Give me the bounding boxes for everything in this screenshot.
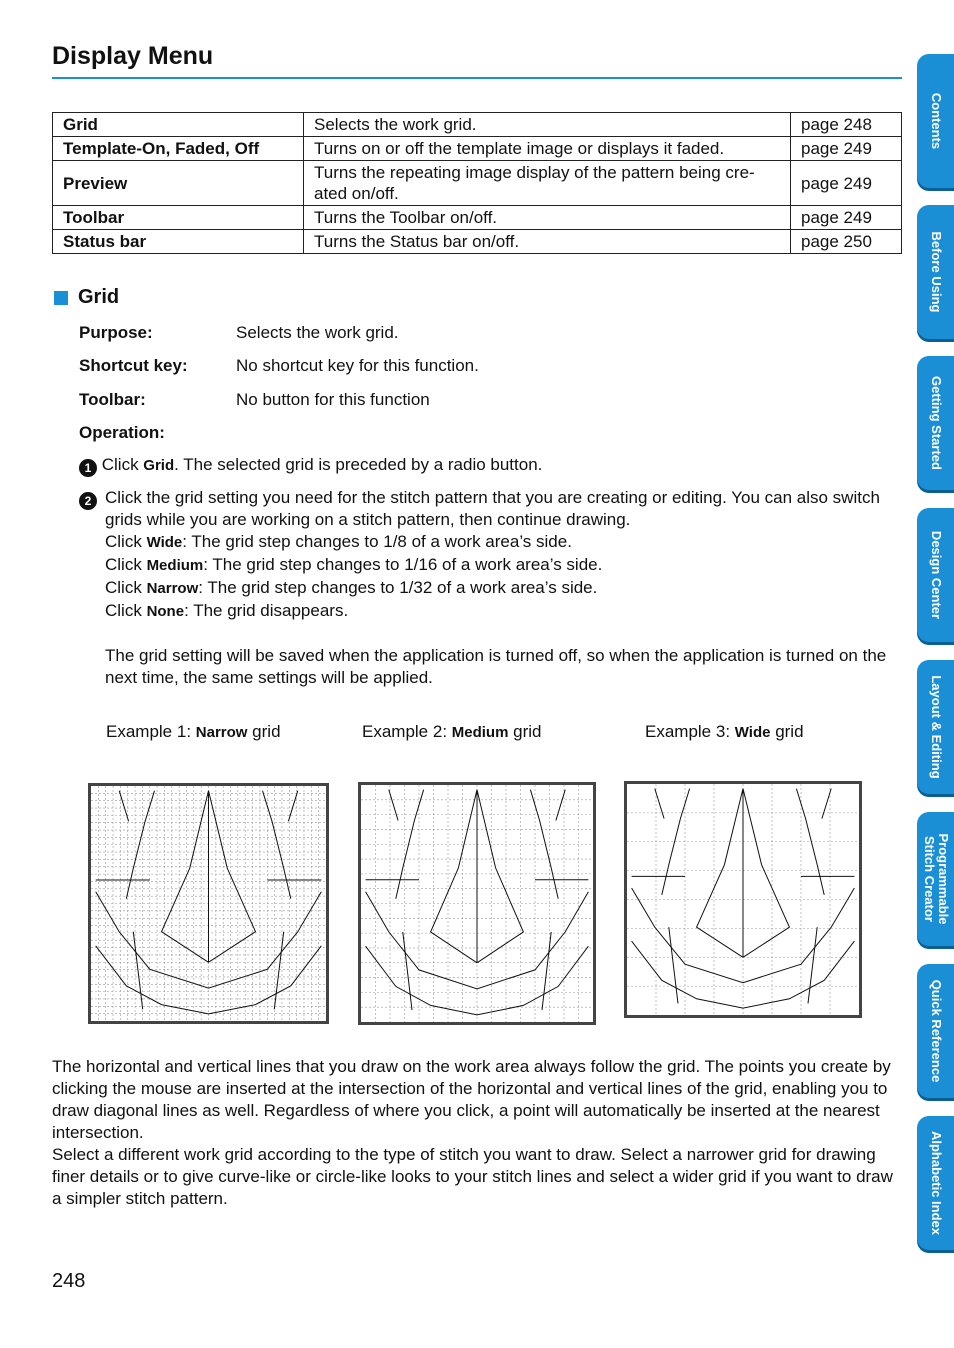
menu-item-desc: Selects the work grid.: [304, 113, 791, 137]
option-wide: [105, 531, 900, 554]
stitch-line: [822, 789, 831, 819]
step-text: . The selected grid is preceded by a radio button.: [174, 455, 543, 474]
bottom-paragraph-1: The horizontal and vertical lines that you draw on the work area always follow the grid. The points you create by clicking the mouse are inserted at the intersection of the horizontal and vertical lines of the grid, enabling you to draw diagonal lines as well. Regardless of where you click, a point will automatically be inserted at the nearest intersection.: [52, 1057, 891, 1142]
tab-label: Contents: [928, 92, 944, 150]
menu-item-name: Template-On, Faded, Off: [53, 137, 304, 161]
purpose-label: Purpose:: [79, 323, 153, 342]
stitch-line: [743, 789, 789, 958]
tab-label: Getting Started: [928, 376, 944, 470]
table-row: [53, 161, 902, 206]
menu-item-desc: Turns the Status bar on/off.: [304, 230, 791, 254]
operation-label: Operation:: [79, 423, 165, 442]
option-text: : The grid step changes to 1/32 of a work area’s side.: [198, 578, 598, 597]
example-2-caption: [362, 721, 542, 744]
page-number: 248: [52, 1270, 86, 1292]
toolbar-label: Toolbar:: [79, 390, 146, 409]
title-rule: [52, 77, 902, 79]
step-text: Click: [101, 455, 144, 474]
table-row: [53, 113, 902, 137]
menu-item-name: Preview: [53, 161, 304, 206]
menu-keyword: Medium: [146, 557, 204, 574]
tab-programmable-stitch-creator[interactable]: [917, 812, 954, 946]
table-row: [53, 137, 902, 161]
menu-item-page: page 248: [791, 113, 902, 137]
stitch-line: [477, 790, 523, 963]
step-text: Click the grid setting you need for the stitch pattern that you are creating or editing. You can also switch grids while you are working on a stitch pattern, then continue drawing.: [105, 488, 880, 529]
tab-label: Programmable Stitch Creator: [921, 833, 951, 925]
click-text: Click: [105, 601, 147, 620]
section-heading: [54, 286, 119, 309]
click-text: Click: [105, 532, 147, 551]
option-text: : The grid step changes to 1/16 of a work area’s side.: [203, 555, 603, 574]
table-row: [53, 206, 902, 230]
menu-keyword: Wide: [734, 724, 771, 741]
menu-item-name: Status bar: [53, 230, 304, 254]
step-2: [105, 487, 900, 689]
caption-suffix: grid: [770, 722, 804, 741]
shortcut-row: [79, 356, 479, 376]
step-number-icon: 1: [79, 459, 97, 477]
menu-keyword: None: [146, 603, 185, 620]
square-bullet-icon: [54, 291, 68, 305]
section-heading-text: Grid: [78, 286, 120, 308]
stitch-line: [655, 789, 664, 819]
menu-item-page: page 249: [791, 137, 902, 161]
tab-alphabetic-index[interactable]: [917, 1116, 954, 1250]
display-menu-table: [52, 112, 902, 254]
stitch-line: [162, 791, 209, 963]
toolbar-row: [79, 390, 430, 410]
bottom-paragraph-2: Select a different work grid according to the type of stitch you want to draw. Select a narrower grid for drawing finer details or to give curve-like or circle-like looks to your stitch lines and select a wider grid if you want to draw a simpler stitch pattern.: [52, 1145, 893, 1208]
tab-getting-started[interactable]: [917, 356, 954, 490]
stitch-line: [542, 932, 551, 1010]
tab-contents[interactable]: [917, 54, 954, 188]
tab-design-center[interactable]: [917, 508, 954, 642]
option-text: : The grid disappears.: [184, 601, 349, 620]
option-medium: [105, 554, 900, 577]
menu-item-desc: Turns the repeating image display of the pattern being cre-ated on/off.: [304, 161, 791, 206]
tab-label: Before Using: [928, 231, 944, 313]
menu-item-page: page 249: [791, 206, 902, 230]
caption-suffix: grid: [508, 722, 542, 741]
caption-label: Example 1:: [106, 722, 196, 741]
page-title: Display Menu: [52, 42, 214, 70]
option-none: [105, 600, 900, 623]
example-1-caption: [106, 721, 281, 744]
menu-item-name: Grid: [53, 113, 304, 137]
menu-item-page: page 250: [791, 230, 902, 254]
saved-note: The grid setting will be saved when the application is turned off, so when the application is turned on the next time, the same settings will be applied.: [105, 646, 887, 687]
tab-label: Quick Reference: [928, 979, 944, 1083]
tab-quick-reference[interactable]: [917, 964, 954, 1098]
option-narrow: [105, 577, 900, 600]
operation-row: [79, 423, 236, 443]
table-row: [53, 230, 902, 254]
step-1: [79, 454, 899, 477]
narrow-grid-example-image: [88, 783, 329, 1024]
medium-grid-example-image: [358, 782, 596, 1025]
caption-label: Example 2:: [362, 722, 452, 741]
step-number-icon: 2: [79, 492, 97, 510]
toolbar-value: No button for this function: [236, 390, 430, 409]
caption-label: Example 3:: [645, 722, 735, 741]
menu-item-name: Toolbar: [53, 206, 304, 230]
stitch-line: [209, 791, 256, 963]
caption-suffix: grid: [247, 722, 281, 741]
click-text: Click: [105, 578, 147, 597]
stitch-line: [669, 927, 678, 1003]
grid-drawing: [361, 785, 593, 1022]
option-text: : The grid step changes to 1/8 of a work area’s side.: [182, 532, 572, 551]
stitch-line: [403, 932, 412, 1010]
stitch-line: [133, 932, 142, 1010]
menu-keyword: Narrow: [146, 580, 199, 597]
purpose-value: Selects the work grid.: [236, 323, 399, 342]
wide-grid-example-image: [624, 781, 862, 1018]
menu-keyword: Narrow: [195, 724, 248, 741]
stitch-line: [274, 932, 283, 1010]
tab-label: Design Center: [928, 530, 944, 620]
stitch-line: [431, 790, 477, 963]
shortcut-value: No shortcut key for this function.: [236, 356, 479, 375]
menu-item-desc: Turns the Toolbar on/off.: [304, 206, 791, 230]
stitch-line: [697, 789, 743, 958]
stitch-line: [808, 927, 817, 1003]
tab-label: Layout & Editing: [928, 675, 944, 779]
menu-keyword: Grid: [143, 457, 175, 474]
menu-keyword: Medium: [451, 724, 509, 741]
tab-label: Alphabetic Index: [928, 1130, 944, 1236]
grid-drawing: [91, 786, 326, 1021]
click-text: Click: [105, 555, 147, 574]
example-3-caption: [645, 721, 804, 744]
purpose-row: [79, 323, 399, 343]
menu-item-desc: Turns on or off the template image or displays it faded.: [304, 137, 791, 161]
menu-keyword: Wide: [146, 534, 183, 551]
grid-drawing: [627, 784, 859, 1015]
tab-before-using[interactable]: [917, 205, 954, 339]
menu-item-page: page 249: [791, 161, 902, 206]
shortcut-label: Shortcut key:: [79, 356, 188, 375]
tab-layout-editing[interactable]: [917, 660, 954, 794]
